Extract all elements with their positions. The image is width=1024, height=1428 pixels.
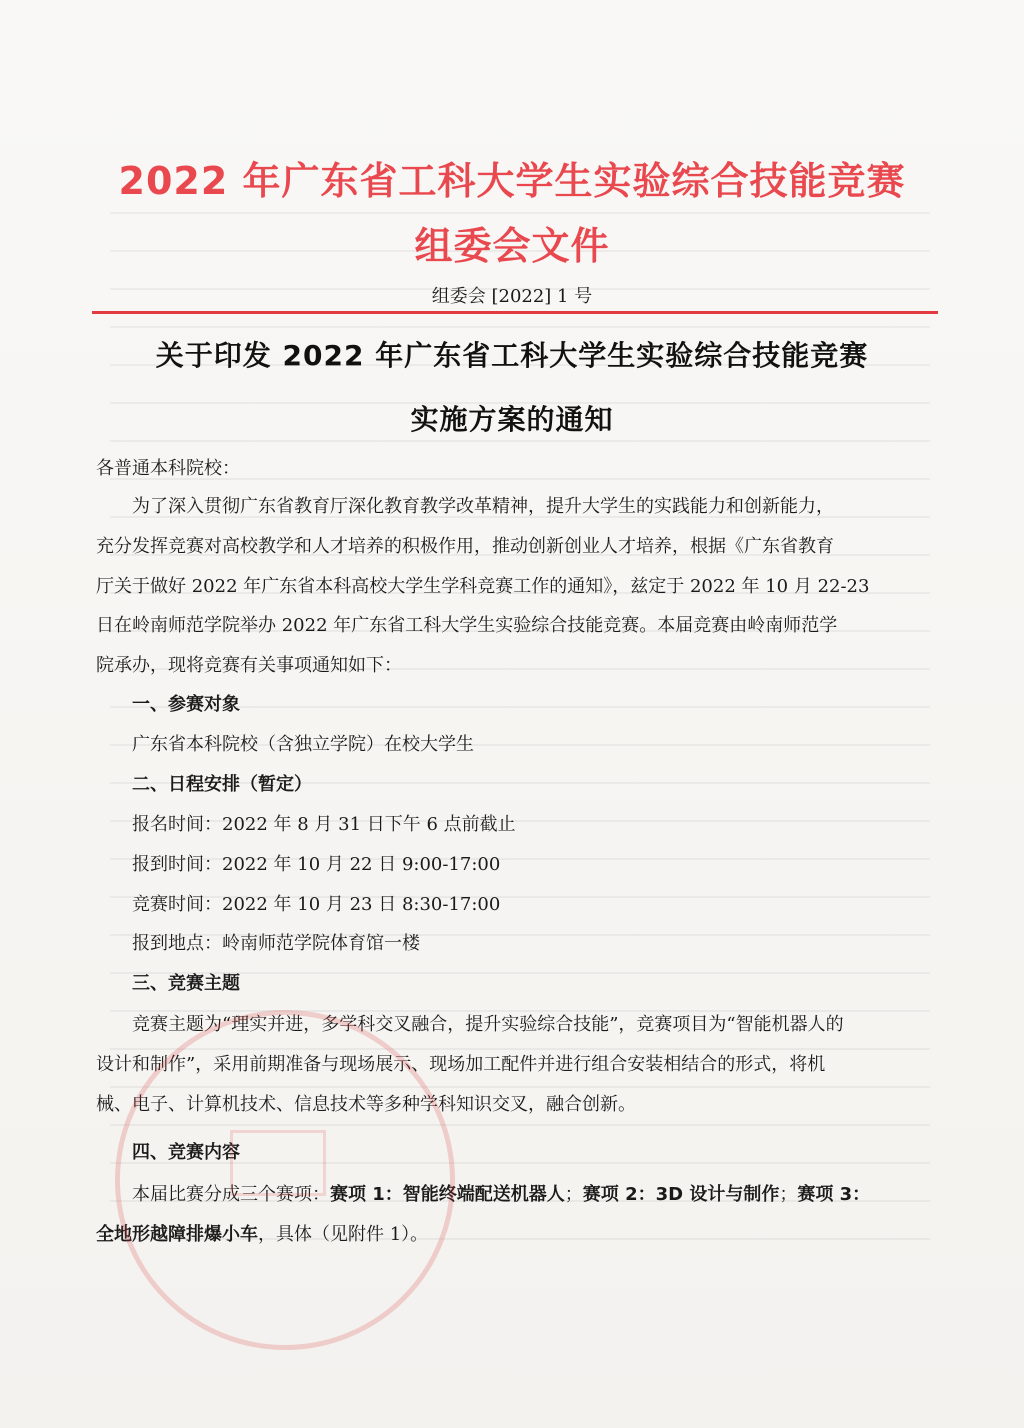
section-heading-content: 四、竞赛内容 bbox=[132, 1142, 240, 1163]
schedule-item: 竞赛时间：2022 年 10 月 23 日 8:30-17:00 bbox=[132, 894, 501, 915]
intro-line: 为了深入贯彻广东省教育厅深化教育教学改革精神，提升大学生的实践能力和创新能力， bbox=[132, 496, 834, 517]
intro-line: 充分发挥竞赛对高校教学和人才培养的积极作用，推动创新创业人才培养，根据《广东省教育 bbox=[96, 536, 834, 557]
theme-line: 械、电子、计算机技术、信息技术等多种学科知识交叉，融合创新。 bbox=[96, 1094, 636, 1115]
separator: ； bbox=[564, 1184, 583, 1205]
schedule-item: 报名时间：2022 年 8 月 31 日下午 6 点前截止 bbox=[132, 814, 516, 835]
event-item-2: 赛项 2：3D 设计与制作 bbox=[582, 1184, 780, 1205]
notice-title-line2: 实施方案的通知 bbox=[410, 403, 614, 436]
event-item-1: 赛项 1：智能终端配送机器人 bbox=[330, 1184, 565, 1205]
section-heading-theme: 三、竞赛主题 bbox=[132, 973, 240, 994]
intro-line: 院承办，现将竞赛有关事项通知如下： bbox=[96, 655, 402, 676]
content-prefix: 本届比赛分成三个赛项： bbox=[132, 1184, 330, 1205]
section-heading-schedule: 二、日程安排（暂定） bbox=[132, 774, 312, 795]
red-divider-line bbox=[92, 311, 938, 314]
header-title-line2: 组委会文件 bbox=[414, 224, 610, 268]
section-heading-participants: 一、参赛对象 bbox=[132, 694, 240, 715]
separator: ； bbox=[779, 1184, 798, 1205]
recipient: 各普通本科院校： bbox=[96, 458, 240, 479]
content-suffix: ，具体（见附件 1）。 bbox=[258, 1224, 429, 1245]
participants-text: 广东省本科院校（含独立学院）在校大学生 bbox=[132, 734, 474, 755]
content-line bbox=[132, 1176, 870, 1214]
event-item-3-label: 赛项 3： bbox=[797, 1184, 871, 1205]
schedule-item: 报到时间：2022 年 10 月 22 日 9:00-17:00 bbox=[132, 854, 501, 875]
content-line bbox=[96, 1216, 428, 1254]
document-number: 组委会 [2022] 1 号 bbox=[431, 286, 593, 307]
event-item-3-name: 全地形越障排爆小车 bbox=[96, 1224, 258, 1245]
intro-line: 日在岭南师范学院举办 2022 年广东省工科大学生实验综合技能竞赛。本届竞赛由岭南师范学 bbox=[96, 615, 838, 636]
header-title-line1: 2022 年广东省工科大学生实验综合技能竞赛 bbox=[118, 159, 906, 203]
theme-line: 设计和制作”，采用前期准备与现场展示、现场加工配件并进行组合安装相结合的形式，将机 bbox=[96, 1054, 826, 1075]
intro-line: 厅关于做好 2022 年广东省本科高校大学生学科竞赛工作的通知》，兹定于 2022 年 10 月 22-23 bbox=[96, 576, 870, 597]
theme-line: 竞赛主题为“理实并进，多学科交叉融合，提升实验综合技能”，竞赛项目为“智能机器人的 bbox=[132, 1014, 844, 1035]
notice-title-line1: 关于印发 2022 年广东省工科大学生实验综合技能竞赛 bbox=[155, 339, 869, 372]
schedule-item: 报到地点：岭南师范学院体育馆一楼 bbox=[132, 933, 420, 954]
